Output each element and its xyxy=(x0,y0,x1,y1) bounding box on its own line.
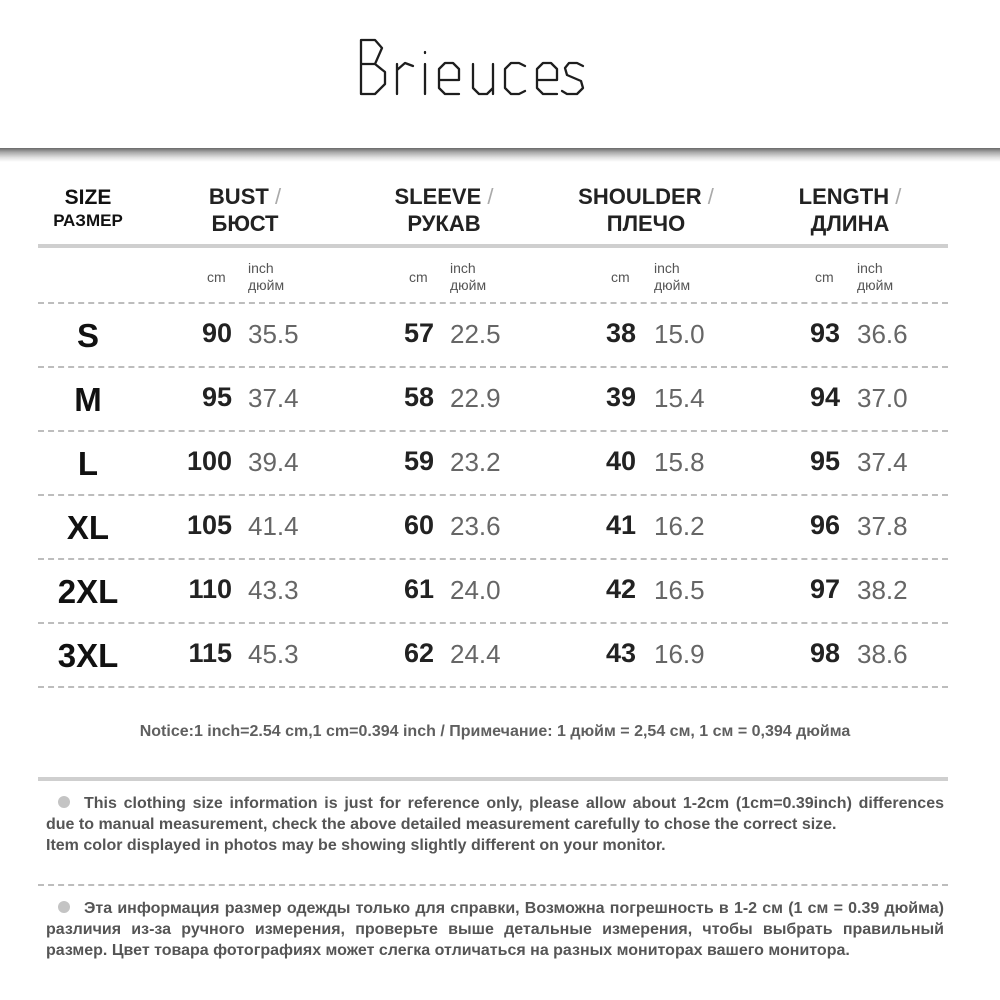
value-inch: 23.6 xyxy=(450,511,501,541)
bust-header: BUST / БЮСТ xyxy=(208,184,282,236)
row-divider xyxy=(38,686,948,688)
size-label: XL xyxy=(66,509,110,546)
value-cm: 98 xyxy=(809,638,840,668)
value-cm: 96 xyxy=(809,510,840,540)
value-inch: 41.4 xyxy=(248,511,299,541)
size-label: 3XL xyxy=(57,637,119,674)
value-inch: 37.4 xyxy=(248,383,299,413)
value-cm: 60 xyxy=(403,510,434,540)
unit-cm-label: cm xyxy=(815,269,834,285)
value-cm: 95 xyxy=(809,446,840,476)
conversion-notice: Notice:1 inch=2.54 cm,1 cm=0.394 inch / Примечание: 1 дюйм = 2,54 см, 1 см = 0,394 дюйма xyxy=(139,723,851,740)
value-inch: 37.8 xyxy=(857,511,908,541)
header-divider xyxy=(38,244,948,248)
value-cm: 39 xyxy=(605,382,636,412)
size-label: 2XL xyxy=(57,573,119,610)
unit-cm-label: cm xyxy=(409,269,428,285)
info-divider-dashed xyxy=(38,884,948,886)
value-cm: 61 xyxy=(403,574,434,604)
info-english: This clothing size information is just for reference only, please allow about 1-2cm (1cm=0.39inch) differences due to manual measurement, check the above detailed measurement carefully to chose the correct size. Item color displayed in photos may be showing slightly different on your monitor. xyxy=(46,795,944,854)
info-divider xyxy=(38,777,948,781)
value-inch: 15.4 xyxy=(654,383,705,413)
value-cm: 59 xyxy=(403,446,434,476)
value-inch: 45.3 xyxy=(248,639,299,669)
value-inch: 16.2 xyxy=(654,511,705,541)
value-cm: 110 xyxy=(188,574,232,604)
unit-inch-label: inch дюйм xyxy=(654,260,691,293)
row-divider xyxy=(38,302,948,304)
value-inch: 37.0 xyxy=(857,383,908,413)
size-label: M xyxy=(74,381,102,418)
value-cm: 100 xyxy=(186,446,232,476)
value-inch: 39.4 xyxy=(248,447,299,477)
value-cm: 62 xyxy=(403,638,434,668)
value-cm: 115 xyxy=(188,638,232,668)
value-inch: 15.8 xyxy=(654,447,705,477)
unit-cm-label: cm xyxy=(611,269,630,285)
shoulder-header: SHOULDER / ПЛЕЧО xyxy=(578,184,714,236)
value-inch: 16.9 xyxy=(654,639,705,669)
brand-logo xyxy=(355,30,590,105)
unit-cm-label: cm xyxy=(207,269,226,285)
value-cm: 95 xyxy=(201,382,232,412)
size-label: L xyxy=(77,445,99,482)
value-inch: 15.0 xyxy=(654,319,705,349)
value-inch: 36.6 xyxy=(857,319,908,349)
length-header: LENGTH / ДЛИНА xyxy=(798,184,902,236)
unit-inch-label: inch дюйм xyxy=(450,260,487,293)
value-inch: 38.2 xyxy=(857,575,908,605)
value-cm: 90 xyxy=(201,318,232,348)
header-shadow xyxy=(0,148,1000,162)
value-inch: 24.0 xyxy=(450,575,501,605)
header xyxy=(0,0,1000,150)
value-cm: 42 xyxy=(605,574,636,604)
value-inch: 38.6 xyxy=(857,639,908,669)
value-cm: 97 xyxy=(809,574,840,604)
sleeve-header: SLEEVE / РУКАВ xyxy=(394,184,494,236)
value-inch: 23.2 xyxy=(450,447,501,477)
row-divider xyxy=(38,622,948,624)
value-inch: 43.3 xyxy=(248,575,299,605)
value-inch: 22.9 xyxy=(450,383,501,413)
value-cm: 38 xyxy=(605,318,636,348)
size-header: SIZE РАЗМЕР xyxy=(53,186,123,230)
row-divider xyxy=(38,430,948,432)
value-cm: 41 xyxy=(605,510,636,540)
unit-inch-label: inch дюйм xyxy=(248,260,285,293)
value-inch: 35.5 xyxy=(248,319,299,349)
value-inch: 37.4 xyxy=(857,447,908,477)
value-cm: 40 xyxy=(605,446,636,476)
row-divider xyxy=(38,494,948,496)
value-inch: 16.5 xyxy=(654,575,705,605)
value-cm: 94 xyxy=(809,382,840,412)
size-label: S xyxy=(76,317,99,354)
value-cm: 43 xyxy=(605,638,636,668)
row-divider xyxy=(38,558,948,560)
unit-inch-label: inch дюйм xyxy=(857,260,894,293)
value-cm: 105 xyxy=(186,510,232,540)
row-divider xyxy=(38,366,948,368)
value-cm: 58 xyxy=(403,382,434,412)
bullet-icon xyxy=(58,901,70,913)
value-inch: 24.4 xyxy=(450,639,501,669)
info-russian: Эта информация размер одежды только для справки, Возможна погрешность в 1-2 см (1 см = 0.39 дюйма) различия из-за ручного измерения, проверьте выше детальные измерения, чтобы выбрать правильный размер. Цвет товара фотографиях может слегка отличаться на разных мониторах вашего монитора. xyxy=(46,900,944,959)
bullet-icon xyxy=(58,796,70,808)
value-cm: 57 xyxy=(403,318,434,348)
value-inch: 22.5 xyxy=(450,319,501,349)
value-cm: 93 xyxy=(809,318,840,348)
